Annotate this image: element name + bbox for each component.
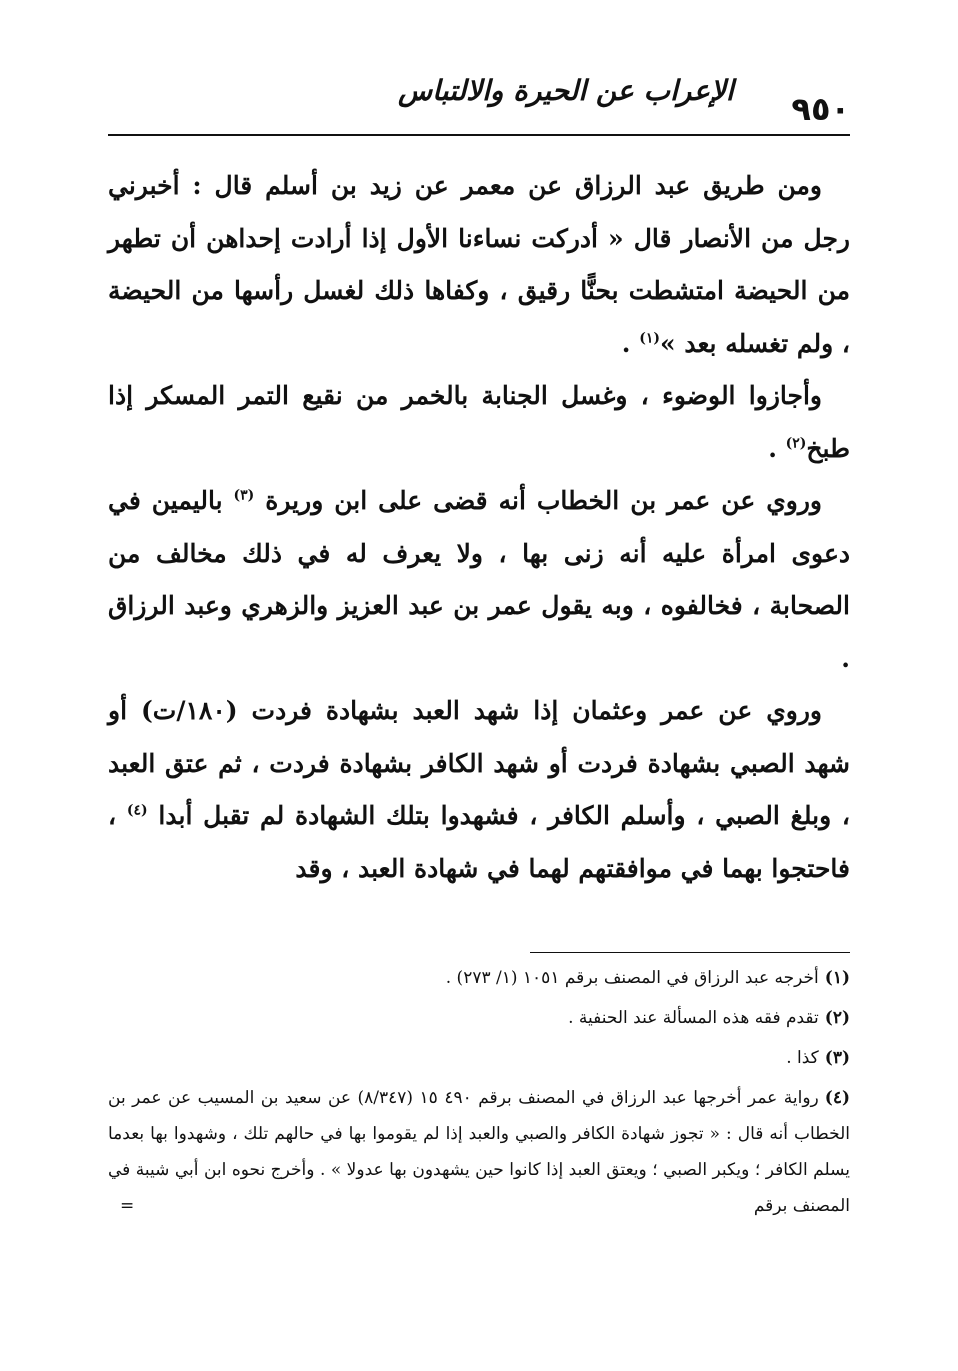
footnote-ref: (١)	[639, 330, 661, 347]
footnote: (٤)رواية عمر أخرجها عبد الرزاق في المصنف برقم ٤٩٠ ١٥ (٨/٣٤٧) عن سعيد بن المسيب عن عمر بن الخطاب أنه قال : « تجوز شهادة الكافر والصبي والعبد إذا لم يقوموا بها في حالهم تلك ، وشهدوا بها بعدما يسلم الكافر ؛ ويكبر الصبي ؛ ويعتق العبد إذا كانوا حين يشهدون بها عدولا » . وأخرج نحوه ابن أبي شيبة في المصنف برقم =	[108, 1080, 850, 1224]
running-title: الإعراب عن الحيرة والالتباس	[398, 74, 734, 107]
page-number: ٩٥٠	[791, 90, 850, 128]
continuation-mark: =	[120, 1196, 135, 1216]
paragraph: وروي عن عمر وعثمان إذا شهد العبد بشهادة فردت (١٨٠/ت) أو شهد الصبي بشهادة فردت أو شهد الكافر بشهادة فردت ، ثم عتق العبد ، وبلغ الصبي ، وأسلم الكافر ، فشهدوا بتلك الشهادة لم تقبل أبدا $^{(٤)}$ ، فاحتجوا بهما في موافقتهم لهما في شهادة العبد ، وقد	[108, 696, 850, 883]
footnote: (٣)كذا .	[786, 1048, 850, 1068]
paragraph: ومن طريق عبد الرزاق عن معمر عن زيد بن أسلم قال : أخبرني رجل من الأنصار قال « أدركت نساءنا الأول إذا أرادت إحداهن أن تطهر من الحيضة امتشطت بحنًّا رقيق ، وكفاها ذلك لغسل رأسها من الحيضة ، ولم تغسله بعد »$^{(١)}$ .	[108, 171, 850, 358]
body-text	[108, 160, 850, 895]
footnote: (٢)تقدم فقه هذه المسألة عند الحنفية .	[568, 1008, 850, 1028]
header-rule	[108, 134, 850, 136]
footnote-ref: (٣)	[233, 487, 255, 504]
footnote-ref: (٢)	[785, 435, 807, 452]
footnotes	[108, 956, 850, 1224]
page-header	[108, 68, 850, 130]
footnote-rule	[530, 952, 850, 953]
paragraph: وأجازوا الوضوء ، وغسل الجنابة بالخمر من نقيع التمر المسكر إذا طبخ$^{(٢)}$ .	[108, 381, 850, 463]
paragraph: وروي عن عمر بن الخطاب أنه قضى على ابن وريرة $^{(٣)}$ باليمين في دعوى امرأة عليه أنه زنى بها ، ولا يعرف له في ذلك مخالف من الصحابة ، فخالفوه ، وبه يقول عمر بن عبد العزيز والزهري وعبد الرزاق .	[108, 486, 850, 673]
footnote: (١)أخرجه عبد الرزاق في المصنف برقم ١٠٥١ (١/ ٢٧٣) .	[445, 968, 850, 988]
footnote-ref: (٤)	[126, 802, 148, 819]
